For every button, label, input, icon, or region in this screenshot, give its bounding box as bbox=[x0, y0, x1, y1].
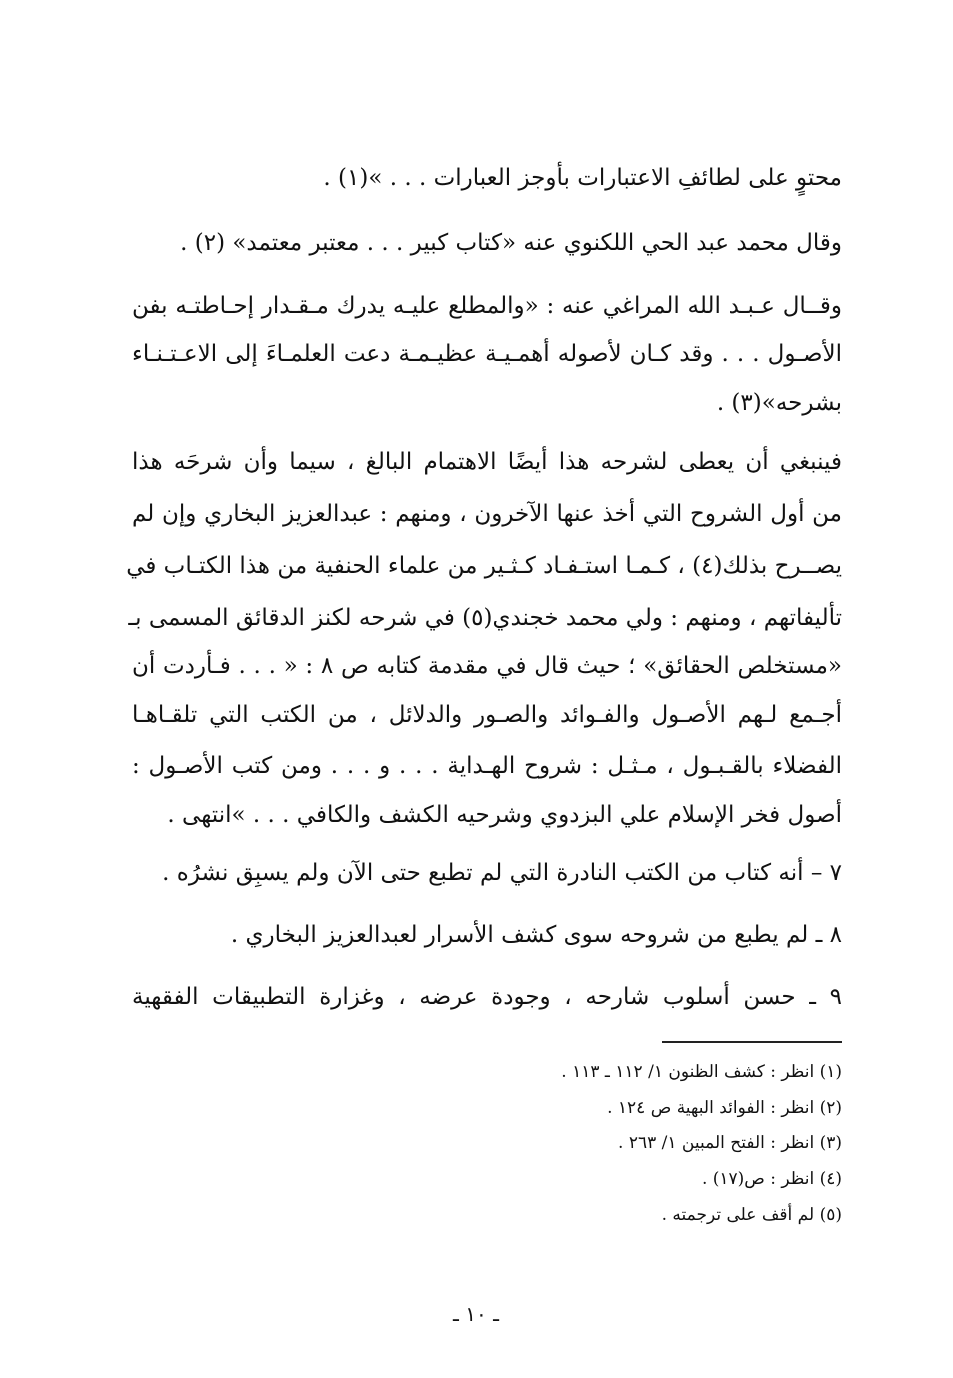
footnote: (١) انظر : كشف الظنون ١/ ١١٢ ـ ١١٣ . bbox=[561, 1062, 842, 1082]
text-line: وقال محمد عبد الحي اللكنوي عنه «كتاب كبير . . . معتبر معتمد» (٢) . bbox=[180, 230, 842, 256]
text-line: أجـمع لـهم الأصـول والفـوائد والصـور والدلائل ، من الكتب التي تلقـاهـا bbox=[132, 702, 842, 728]
footnote: (٥) لم أقف على ترجمته . bbox=[661, 1205, 842, 1225]
list-item: ٩ ـ حسن أسلوب شارحه ، وجودة عرضه ، وغزارة التطبيقات الفقهية bbox=[132, 984, 842, 1010]
list-item: ٧ – أنه كتاب من الكتب النادرة التي لم تطبع حتى الآن ولم يسبِق نشرُه . bbox=[162, 860, 842, 886]
text-line: الفضلاء بالقـبـول ، مـثـل : شروح الهـداية . . . و . . . ومن كتب الأصـول : bbox=[132, 753, 842, 779]
text-line: يصــرح بذلك(٤) ، كـمـا استـفـاد كـثـير من علماء الحنفية من هذا الكتـاب في bbox=[126, 553, 842, 579]
text-line: الأصـول . . . وقد كـان لأصوله أهمـيـة عظيـمـة دعت العلمـاءَ إلى الاعـتـنـاء bbox=[132, 341, 842, 367]
footnote: (٣) انظر : الفتح المبين ١/ ٢٦٣ . bbox=[618, 1133, 842, 1153]
text-line: فينبغي أن يعطى لشرحه هذا أيضًا الاهتمام البالغ ، سيما وأن شرحَه هذا bbox=[132, 449, 842, 475]
text-line: من أول الشروح التي أخذ عنها الآخرون ، ومنهم : عبدالعزيز البخاري وإن لم bbox=[132, 501, 842, 527]
text-line: تأليفاتهم ، ومنهم : ولي محمد خجندي(٥) في شرحه لكنز الدقائق المسمى بـ bbox=[128, 605, 842, 631]
text-line: وقــال عـبـد الله المراغي عنه : «والمطلع عليـه يدرك مـقـدار إحـاطتـه بفن bbox=[132, 293, 842, 319]
footnote-divider bbox=[662, 1041, 842, 1043]
list-item: ٨ ـ لم يطبع من شروحه سوى كشف الأسرار لعبدالعزيز البخاري . bbox=[230, 922, 842, 948]
text-line: بشرحه»(٣) . bbox=[716, 390, 842, 416]
footnote: (٤) انظر : ص(١٧) . bbox=[701, 1169, 842, 1189]
page-number: ـ ١٠ ـ bbox=[453, 1302, 499, 1326]
footnote: (٢) انظر : الفوائد البهية ص ١٢٤ . bbox=[607, 1098, 842, 1118]
text-line: أصول فخر الإسلام علي البزدوي وشرحيه الكشف والكافي . . . »انتهى . bbox=[167, 802, 842, 828]
text-line: محتوٍ على لطائفِ الاعتبارات بأوجز العبارات . . . »(١) . bbox=[323, 165, 842, 191]
text-line: «مستخلص الحقائق» ؛ حيث قال في مقدمة كتابه ص ٨ : « . . . فـأردت أن bbox=[132, 653, 842, 679]
